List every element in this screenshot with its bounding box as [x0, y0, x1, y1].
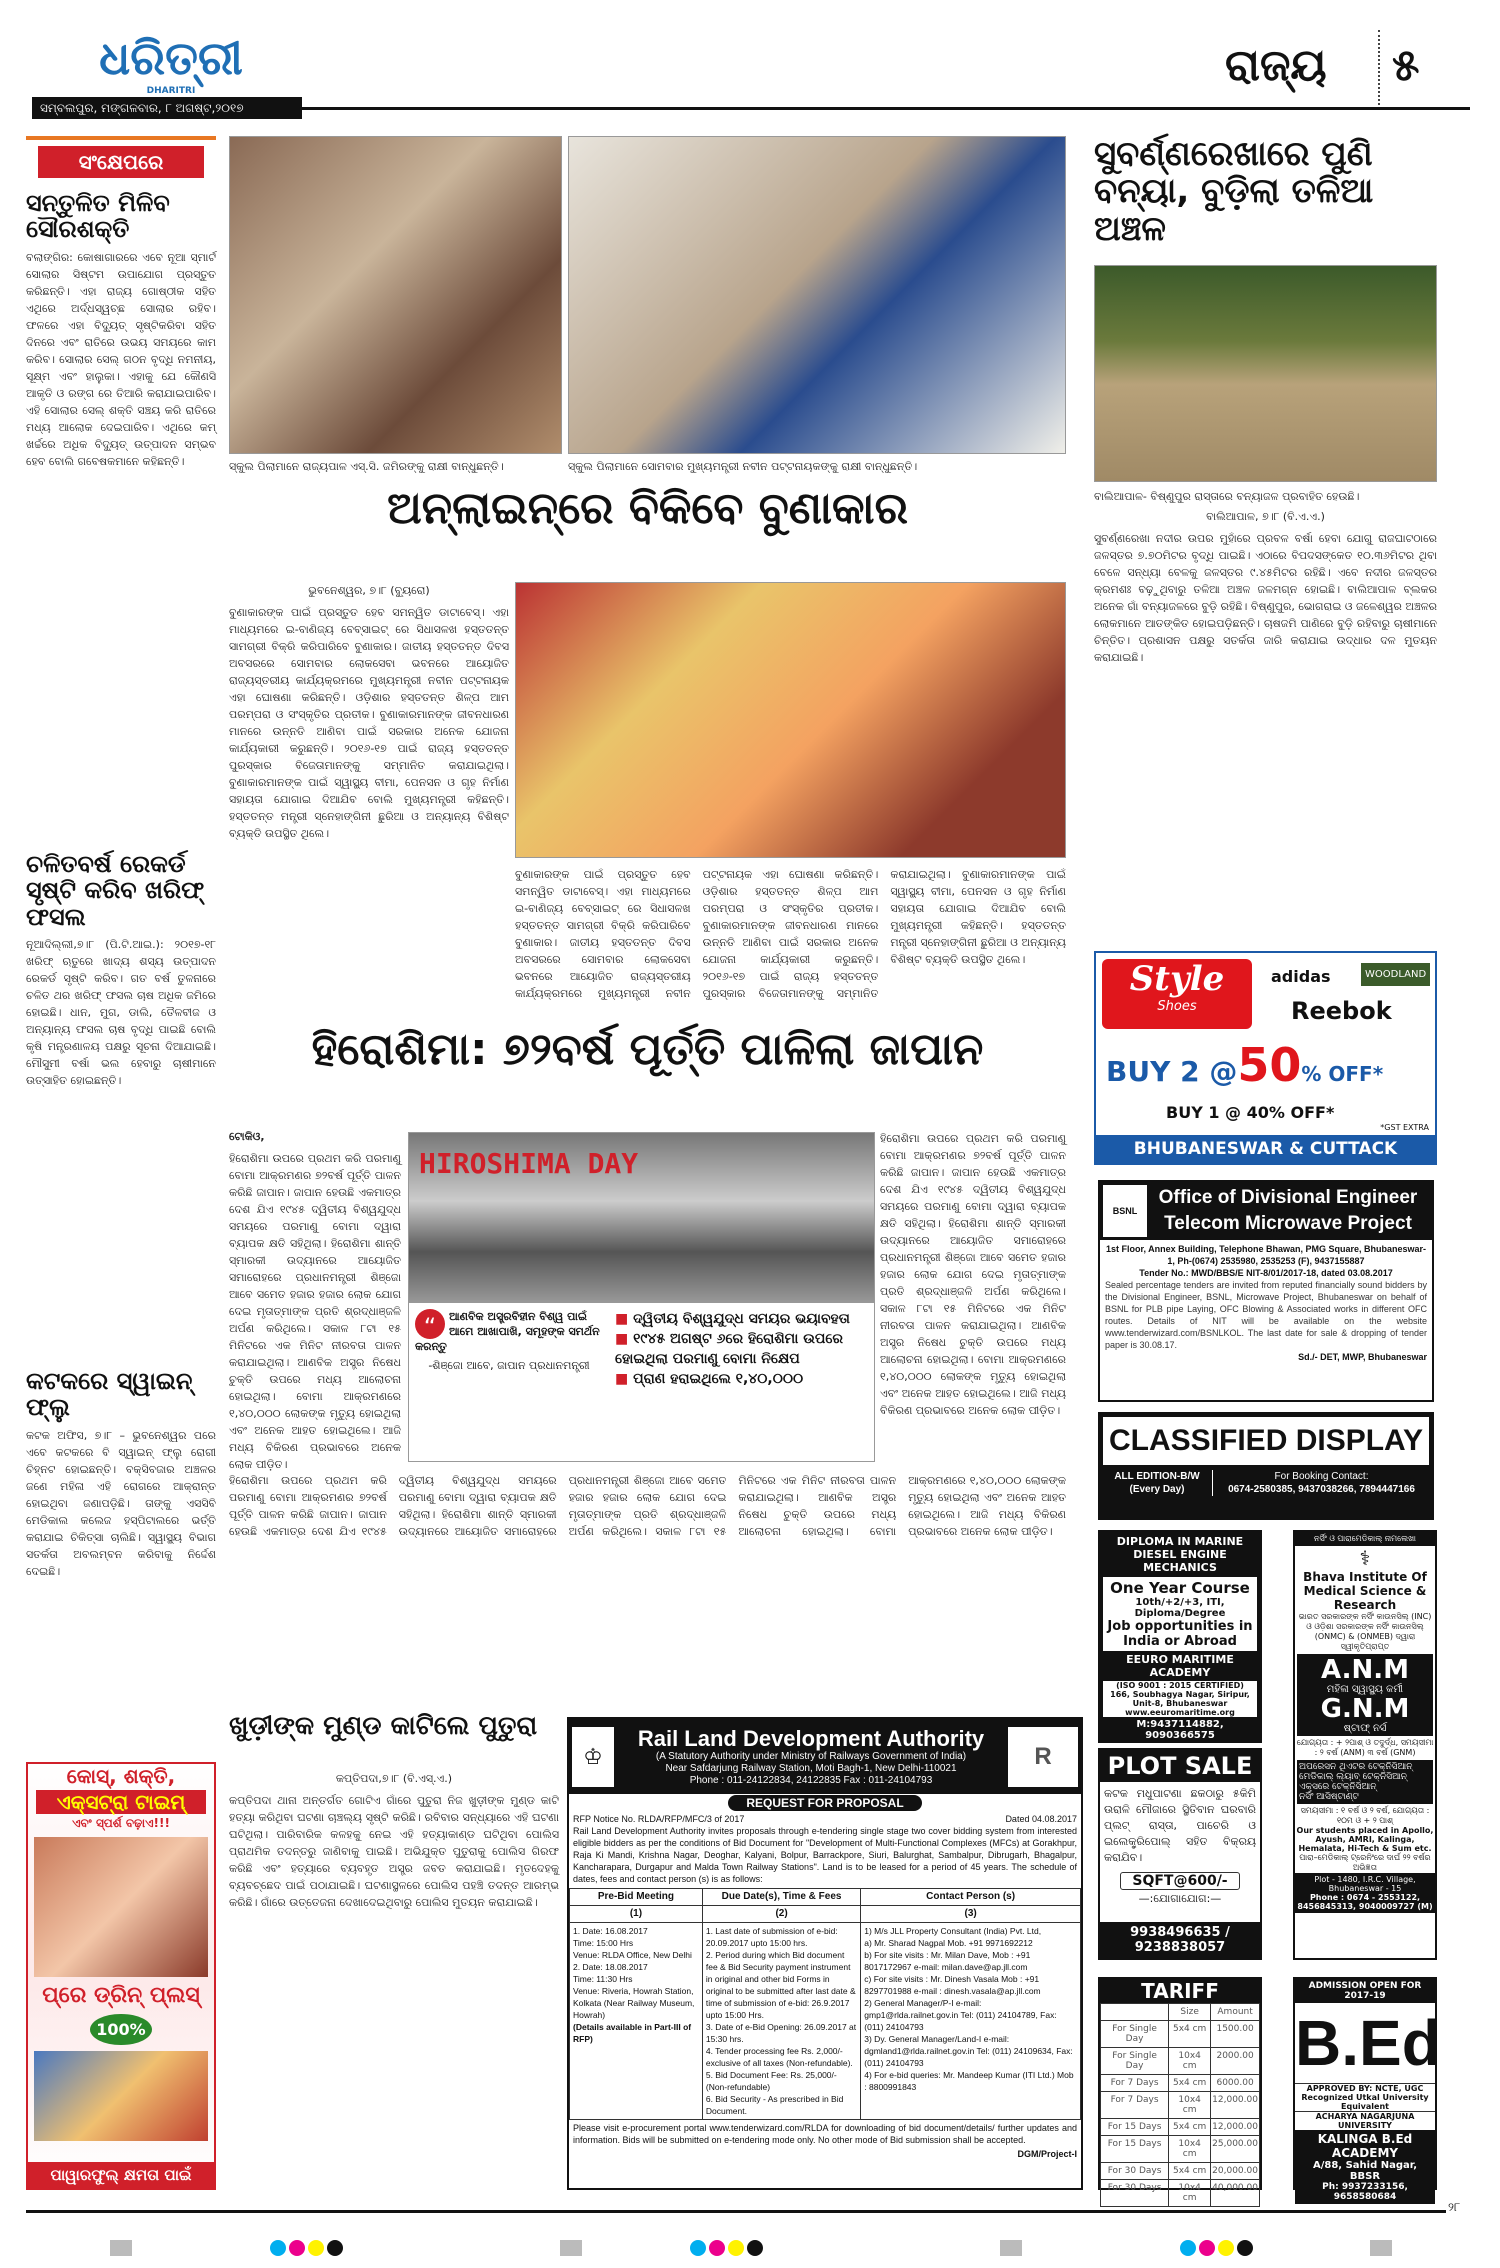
tariff-row	[1101, 2163, 1260, 2180]
photo-cm-rakhi	[568, 136, 1066, 454]
registration-gray	[1000, 2240, 1022, 2256]
rlda-contact-line: 2) General Manager/P-I e-mail: gmp1@rlda.railnet.gov.in Tel: (011) 24104789, Fax: (011) 24104793	[864, 1998, 1057, 2032]
brief-column	[26, 136, 216, 1756]
bullet-item: ■ ଦ୍ୱିତୀୟ ବିଶ୍ୱଯୁଦ୍ଧ ସମୟର ଭୟାବହତା	[615, 1311, 850, 1327]
bullet-text: ଦ୍ୱିତୀୟ ବିଶ୍ୱଯୁଦ୍ଧ ସମୟର ଭୟାବହତା	[633, 1311, 850, 1327]
bullet-text: ପ୍ରାଣ ହରାଇଥିଲେ ୧,୪୦,୦୦୦	[633, 1371, 804, 1387]
crime-body: କପ୍ତିପଦା ଥାନା ଅନ୍ତର୍ଗତ ଗୋଟିଏ ଗାଁରେ ପୁତୁରା ନିଜ ଖୁଡ଼ୀଙ୍କ ମୁଣ୍ଡ କାଟି ହତ୍ୟା କରିଥିବା ଘଟଣା ଚାଞ୍ଚଲ୍ୟ ସୃଷ୍ଟି କରିଛି। ରବିବାର ସନ୍ଧ୍ୟାରେ ଏହି ଘଟଣା ଘଟିଥିଲା। ପାରିବାରିକ କଳହକୁ ନେଇ ଏହି ହତ୍ୟାକାଣ୍ଡ ଘଟିଥିବା ପୋଲିସ ପ୍ରାଥମିକ ତଦନ୍ତରୁ ଜାଣିବାକୁ ପାଇଛି। ଅଭିଯୁକ୍ତ ପୁତୁରାକୁ ପୋଲିସ ଗିରଫ କରିଛି ଏବଂ ହତ୍ୟାରେ ବ୍ୟବହୃତ ଅସ୍ତ୍ର ଜବତ କରାଯାଇଛି। ମୃତଦେହକୁ ବ୍ୟବଚ୍ଛେଦ ପାଇଁ ପଠାଯାଇଛି। ଘଟଣାସ୍ଥଳରେ ପୋଲିସ ପହଞ୍ଚି ତଦନ୍ତ ଆରମ୍ଭ କରିଛି। ଗାଁରେ ଉତ୍ତେଜନା ଦେଖାଦେଇଥିବାରୁ ପୋଲିସ ମୁତୟନ କରାଯାଇଛି।	[229, 1794, 559, 1909]
rlda-col-num: (2)	[702, 1906, 860, 1923]
flood-byline: ବାଲିଆପାଳ, ୭।୮ (ବି.ଏ.ଏ.)	[1206, 510, 1325, 523]
brief-headline: କଟକରେ ସ୍ୱାଇନ୍ ଫ୍ଲୁ	[26, 1366, 193, 1422]
tariff-cell: 5x4 cm	[1169, 2163, 1211, 2180]
rlda-contact-line: 1) M/s JLL Property Consultant (India) Pvt. Ltd,	[864, 1926, 1042, 1936]
logo-english: DHARITRI	[146, 86, 196, 96]
bsnl-sign: Sd./- DET, MWP, Bhubaneswar	[1298, 1352, 1427, 1362]
rlda-due-line: 5. Bid Document Fee: Rs. 25,000/- (Non-refundable)	[705, 2070, 837, 2092]
rlda-col-num: (3)	[861, 1906, 1081, 1923]
bhava-emblem-icon: ⚕	[1359, 1546, 1371, 1570]
rlda-logo-icon: R	[1008, 1727, 1078, 1787]
tariff-cell: 12,000.00	[1211, 2092, 1260, 2119]
plot-contact-label: —:ଯୋଗାଯୋଗ:—	[1138, 1892, 1222, 1905]
bed-university: ACHARYA NAGARJUNA UNIVERSITY	[1295, 2111, 1435, 2130]
bsnl-header	[1100, 1182, 1432, 1240]
bhava-name: Bhava Institute Of Medical Science & Research	[1303, 1570, 1427, 1612]
classified-phones: 0674-2580385, 9437038266, 7894447166	[1228, 1484, 1415, 1495]
bhava-approval: ଭାରତ ସରକାରଙ୍କ ନର୍ସିଂ କାଉନସିଲ୍ (INC) ଓ ଓଡ଼ିଶା ସରକାରଙ୍କ ନର୍ସିଂ କାଉନସିଲ୍ (ONMC) & (ONMEB) ଦ୍ୱାରା ସ୍ୱୀକୃତିପ୍ରାପ୍ତ	[1298, 1612, 1432, 1651]
tariff-cell: 10x4 cm	[1169, 2136, 1211, 2163]
tariff-header: Size	[1169, 2004, 1211, 2021]
power-image	[34, 1837, 208, 1977]
tariff-row	[1101, 2021, 1260, 2048]
quote-icon: “	[415, 1309, 445, 1339]
brief-body: କଟକ ଅଫିସ, ୭।୮ – ଭୁବନେଶ୍ୱର ପରେ ଏବେ କଟକରେ ବି ସ୍ୱାଇନ୍ ଫ୍ଲୁ ରୋଗୀ ଚିହ୍ନଟ ହୋଇଛନ୍ତି। ବକ୍ସିବଜାର ଅଞ୍ଚଳର ଜଣେ ମହିଳା ଏହି ରୋଗରେ ଆକ୍ରାନ୍ତ ହୋଇଥିବା ଜଣାପଡ଼ିଛି। ତାଙ୍କୁ ଏସସିବି ମେଡିକାଲ କଲେଜ ହସ୍ପିଟାଲରେ ଭର୍ତ୍ତି କରାଯାଇ ଚିକିତ୍ସା ଚାଲିଛି। ସ୍ୱାସ୍ଥ୍ୟ ବିଭାଗ ସତର୍କତା ଅବଲମ୍ବନ କରିବାକୁ ନିର୍ଦ୍ଦେଶ ଦେଇଛି।	[26, 1428, 216, 1578]
quote-author: -ଶିଞ୍ଜୋ ଆବେ, ଜାପାନ ପ୍ରଧାନମନ୍ତ୍ରୀ	[428, 1359, 590, 1372]
tariff-cell: 40,000.00	[1211, 2180, 1260, 2207]
rlda-notice-no: RFP Notice No. RLDA/RFP/MFC/3 of 2017	[573, 1814, 745, 1824]
bhava-address: Plot - 1480, I.R.C. Village, Bhubaneswar - 15	[1314, 1875, 1416, 1893]
registration-dots	[1180, 2240, 1256, 2260]
bhava-gnm: G.N.M	[1320, 1694, 1410, 1724]
rlda-prebid-line: 1. Date: 16.08.2017	[573, 1926, 648, 1936]
rlda-dated: Dated 04.08.2017	[1005, 1814, 1077, 1824]
style-shoes-ad	[1094, 951, 1437, 1165]
rlda-col-header: Pre-Bid Meeting	[570, 1889, 703, 1906]
bullet-item: ■ ପ୍ରାଣ ହରାଇଥିଲେ ୧,୪୦,୦୦୦	[615, 1371, 804, 1387]
rlda-contact-line: a) Mr. Sharad Nagpal Mob. +91 9971692212	[864, 1938, 1033, 1948]
bhava-placed: Our students placed in Apollo, Ayush, AMRI, Kalinga, Hemalata, Hi-Tech & Sum etc.	[1296, 1826, 1434, 1853]
brief-topline	[26, 136, 216, 140]
hiroshima-byline: ଟୋକିଓ,	[229, 1130, 265, 1143]
rlda-due-line: 1. Last date of submission of e-bid: 20.09.2017 upto 15:00 hrs.	[705, 1926, 838, 1948]
offer-secondary: BUY 1 @ 40% OFF*	[1166, 1103, 1335, 1122]
tariff-row	[1101, 2075, 1260, 2092]
tariff-header-row	[1101, 2004, 1260, 2021]
rlda-title: Rail Land Development Authority	[637, 1725, 985, 1751]
masthead-rule	[300, 107, 1470, 110]
bed-top: ADMISSION OPEN FOR 2017-19	[1295, 1979, 1435, 2003]
photo-caption: ସ୍କୁଲ ପିଲାମାନେ ସୋମବାର ମୁଖ୍ୟମନ୍ତ୍ରୀ ନବୀନ ପଟ୍ଟନାୟକଙ୍କୁ ରାକ୍ଷୀ ବାନ୍ଧୁଛନ୍ତି।	[568, 460, 918, 473]
photo-caption: ସ୍କୁଲ ପିଲାମାନେ ରାଜ୍ୟପାଳ ଏସ୍.ସି. ଜମିରଙ୍କୁ ରାକ୍ଷୀ ବାନ୍ଧୁଛନ୍ତି।	[229, 460, 504, 473]
bhava-top: ନର୍ସିଂ ଓ ପାରାମେଡିକାଲ୍ ନାମଲେଖା	[1295, 1532, 1435, 1546]
rlda-due-line: 4. Tender processing fee Rs. 2,000/- exclusive of all taxes (Non-refundable).	[705, 2046, 853, 2068]
tariff-cell: 5x4 cm	[1169, 2075, 1211, 2092]
bullet-text: ୧୯୪୫ ଅଗଷ୍ଟ ୬ରେ ହିରୋଶିମା ଉପରେ ହୋଇଥିଲା ପରମାଣୁ ବୋମା ନିକ୍ଷେପ	[615, 1331, 843, 1367]
rlda-prebid-line: 2. Date: 18.08.2017	[573, 1962, 648, 1972]
bhava-gnm-sub: ଷ୍ଟାଫ୍ ନର୍ସ	[1343, 1723, 1387, 1734]
rlda-due-line: 6. Bid Security - As prescribed in Bid Document.	[705, 2094, 844, 2116]
photo-handloom-award	[515, 582, 1066, 858]
brief-label: ସଂକ୍ଷେପରେ	[38, 146, 204, 178]
marine-website: www.eeuromaritime.org	[1125, 1708, 1235, 1717]
brand-woodland: WOODLAND	[1361, 963, 1430, 986]
footer-rule	[26, 2210, 1446, 2213]
bsnl-tender-no: Tender No.: MWD/BBS/E NIT-8/01/2017-18, dated 03.08.2017	[1139, 1268, 1393, 1278]
tariff-cell: For 30 Days	[1101, 2163, 1169, 2180]
rlda-address: Near Safdarjung Railway Station, Moti Bagh-1, New Delhi-110021	[665, 1762, 957, 1774]
bed-address: A/88, Sahid Nagar, BBSR	[1312, 2160, 1417, 2182]
bsnl-tender-ad	[1098, 1180, 1434, 1402]
gst-note: *GST EXTRA	[1380, 1123, 1429, 1132]
classified-frequency: (Every Day)	[1129, 1484, 1185, 1495]
registration-dots	[270, 2240, 346, 2260]
classified-title: CLASSIFIED DISPLAY	[1103, 1417, 1429, 1465]
power-line3: ଏବଂ ସ୍ପର୍ଶ ବଢ଼ାଏ!!!	[72, 1816, 170, 1830]
rlda-prebid-line: Time: 11:30 Hrs	[573, 1974, 633, 1984]
hiroshima-body-lower: ହିରୋଶିମା ଉପରେ ପ୍ରଥମ କରି ପରମାଣୁ ବୋମା ଆକ୍ରମଣର ୭୨ବର୍ଷ ପୂର୍ତ୍ତି ପାଳନ କରିଛି ଜାପାନ। ଜାପାନ ହେଉଛି ଏକମାତ୍ର ଦେଶ ଯିଏ ୧୯୪୫ ଦ୍ୱିତୀୟ ବିଶ୍ୱଯୁଦ୍ଧ ସମୟରେ ପରମାଣୁ ବୋମା ଦ୍ୱାରା ବ୍ୟାପକ କ୍ଷତି ସହିଥିଲା। ହିରୋଶିମା ଶାନ୍ତି ସ୍ମାରକୀ ଉଦ୍ୟାନରେ ଆୟୋଜିତ ସମାରୋହରେ ପ୍ରଧାନମନ୍ତ୍ରୀ ଶିଞ୍ଜୋ ଆବେ ସମେତ ହଜାର ହଜାର ଲୋକ ଯୋଗ ଦେଇ ମୃତାତ୍ମାଙ୍କ ପ୍ରତି ଶ୍ରଦ୍ଧାଞ୍ଜଳି ଅର୍ପଣ କରିଥିଲେ। ସକାଳ ୮ଟା ୧୫ ମିନିଟରେ ଏକ ମିନିଟ ନୀରବତା ପାଳନ କରାଯାଇଥିଲା। ଆଣବିକ ଅସ୍ତ୍ର ନିଷେଧ ଚୁକ୍ତି ଉପରେ ମଧ୍ୟ ଆଲୋଚନା ହୋଇଥିଲା। ବୋମା ଆକ୍ରମଣରେ ୧,୪୦,୦୦୦ ଲୋକଙ୍କ ମୃତ୍ୟୁ ହୋଇଥିଲା ଏବଂ ଅନେକ ଆହତ ହୋଇଥିଲେ। ଆଜି ମଧ୍ୟ ବିକିରଣ ପ୍ରଭାବରେ ଅନେକ ଲୋକ ପୀଡ଼ିତ।	[229, 1474, 1066, 1538]
rlda-schedule-table	[569, 1888, 1081, 2120]
bhava-course: ନର୍ସିଂ ଆସିଷ୍ଟାଣ୍ଟ	[1299, 1792, 1359, 1802]
brief-item	[26, 1368, 216, 1727]
marine-iso: (ISO 9001 : 2015 CERTIFIED)	[1116, 1681, 1244, 1690]
tariff-cell: 5x4 cm	[1169, 2021, 1211, 2048]
tariff-cell: 25,000.00	[1211, 2136, 1260, 2163]
bhava-duration: ସମୟସୀମା : ୧ ବର୍ଷ ଓ ୨ ବର୍ଷ, ଯୋଗ୍ୟତା : ୧୦ମ ଓ + ୨ ପାଶ୍	[1300, 1806, 1430, 1825]
quote-box	[409, 1303, 609, 1395]
lead-body: ବୁଣାକାରଙ୍କ ପାଇଁ ପ୍ରସ୍ତୁତ ହେବ ସମନ୍ୱିତ ଡାଟାବେସ୍। ଏହା ମାଧ୍ୟମରେ ଇ-ବାଣିଜ୍ୟ ବେବ୍‌ସାଇଟ୍ ରେ ସିଧାସଳଖ ହସ୍ତତନ୍ତ ସାମଗ୍ରୀ ବିକ୍ରି କରିପାରିବେ ବୁଣାକାର। ଜାତୀୟ ହସ୍ତତନ୍ତ ଦିବସ ଅବସରରେ ସୋମବାର ଲୋକସେବା ଭବନରେ ଆୟୋଜିତ ରାଜ୍ୟସ୍ତରୀୟ କାର୍ଯ୍ୟକ୍ରମରେ ମୁଖ୍ୟମନ୍ତ୍ରୀ ନବୀନ ପଟ୍ଟନାୟକ ଏହା ଘୋଷଣା କରିଛନ୍ତି। ଓଡ଼ିଶାର ହସ୍ତତନ୍ତ ଶିଳ୍ପ ଆମ ପରମ୍ପରା ଓ ସଂସ୍କୃତିର ପ୍ରତୀକ। ବୁଣାକାରମାନଙ୍କ ଜୀବନଧାରଣ ମାନରେ ଉନ୍ନତି ଆଣିବା ପାଇଁ ସରକାର ଅନେକ ଯୋଜନା କାର୍ଯ୍ୟକାରୀ କରୁଛନ୍ତି। ୨୦୧୬-୧୭ ପାଇଁ ରାଜ୍ୟ ହସ୍ତତନ୍ତ ପୁରସ୍କାର ବିଜେତାମାନଙ୍କୁ ସମ୍ମାନିତ କରାଯାଇଥିଲା। ବୁଣାକାରମାନଙ୍କ ପାଇଁ ସ୍ୱାସ୍ଥ୍ୟ ବୀମା, ପେନସନ ଓ ଗୃହ ନିର୍ମାଣ ସହାୟତା ଯୋଗାଇ ଦିଆଯିବ ବୋଲି ମୁଖ୍ୟମନ୍ତ୍ରୀ କହିଛନ୍ତି। ହସ୍ତତନ୍ତ ମନ୍ତ୍ରୀ ସ୍ନେହାଙ୍ଗିନୀ ଛୁରିଆ ଓ ଅନ୍ୟାନ୍ୟ ବିଶିଷ୍ଟ ବ୍ୟକ୍ତି ଉପସ୍ଥିତ ଥିଲେ।	[229, 606, 509, 840]
bsnl-title	[1147, 1185, 1429, 1237]
rlda-contact-line: b) For site visits : Mr. Milan Dave, Mob : +91 8017172967 e-mail: milan.dave@ap.jll.com	[864, 1950, 1031, 1972]
quote-text: ଆଣବିକ ଅସ୍ତ୍ରବିହୀନ ବିଶ୍ୱ ପାଇଁ ଆମେ ଆଖାପାଖି, ସମୂହଙ୍କ ସମର୍ଥନ କରନ୍ତୁ	[415, 1310, 600, 1353]
rlda-prebid-line: Venue: RLDA Office, New Delhi	[573, 1950, 692, 1960]
style-brand: Style	[1129, 959, 1225, 999]
bsnl-title-1: Office of Divisional Engineer	[1158, 1187, 1418, 1208]
power-footer: ପାୱାରଫୁଲ୍ କ୍ଷମତା ପାଇଁ	[28, 2162, 214, 2188]
rlda-subtitle: (A Statutory Authority under Ministry of Railways Government of India)	[655, 1750, 967, 1762]
power-line1: କୋସ୍, ଶକ୍ତି,	[66, 1764, 176, 1788]
marine-jobs: Job opportunities in India or Abroad	[1107, 1619, 1253, 1649]
tariff-table	[1098, 1977, 1262, 2203]
classified-edition: ALL EDITION-B/W	[1114, 1471, 1200, 1482]
rlda-col-header: Due Date(s), Time & Fees	[702, 1889, 860, 1906]
photo-flood	[1094, 265, 1437, 482]
rlda-header-row	[570, 1889, 1081, 1906]
tariff-header	[1101, 2004, 1169, 2021]
tariff-header: Amount	[1211, 2004, 1260, 2021]
rlda-due-line: 2. Period during which Bid document fee & Bid Security payment instrument in original and other bid Forms in original to be submitted after last date & time of submission of e-bid: 26.9.2017 upto 15:00 Hrs.	[705, 1950, 856, 2020]
offer-suffix: % OFF*	[1301, 1062, 1384, 1086]
tariff-cell: 12,000.00	[1211, 2119, 1260, 2136]
bed-admission-ad	[1293, 1977, 1441, 2202]
flood-body: ସୁବର୍ଣ୍ଣରେଖା ନଦୀର ଉପର ମୁହାଁରେ ପ୍ରବଳ ବର୍ଷା ହେବା ଯୋଗୁ ରାଜଘାଟଠାରେ ଜଳସ୍ତର ୭.୭୦ମିଟର ବୃଦ୍ଧି ପାଇଛି। ଏଠାରେ ବିପଦସଙ୍କେତ ୧୦.୩୬ମିଟର ଥିବା ବେଳେ ସନ୍ଧ୍ୟା ବେଳକୁ ଜଳସ୍ତର ୯.୪୫ମିଟର ରହିଛି। ଏବେ ନଦୀର ଜଳସ୍ତର କ୍ରମଶଃ ବଢ଼ୁଥିବାରୁ ତଳିଆ ଅଞ୍ଚଳ ଜଳମଗ୍ନ ହୋଇଛି। ବାଲିଆପାଳ ବ୍ଲକର ଅନେକ ଗାଁ ବନ୍ୟାଜଳରେ ବୁଡ଼ି ରହିଛି। ବିଷ୍ଣୁପୁର, ଭୋଗରାଇ ଓ ଜଳେଶ୍ୱର ଅଞ୍ଚଳର ଲୋକମାନେ ଆତଙ୍କିତ ହୋଇପଡ଼ିଛନ୍ତି। ଚାଷଜମି ପାଣିରେ ବୁଡ଼ି ରହିବାରୁ ଚାଷୀମାନେ ଚିନ୍ତିତ। ପ୍ରଶାସନ ପକ୍ଷରୁ ସତର୍କତା ଜାରି କରାଯାଇ ଉଦ୍ଧାର ଦଳ ମୁତୟନ କରାଯାଇଛି।	[1094, 532, 1437, 664]
logo-odia: ଧରିତ୍ରୀ	[99, 31, 243, 85]
style-sub: Shoes	[1157, 999, 1197, 1014]
power-image-2	[34, 2051, 208, 2141]
tariff-grid	[1100, 2003, 1260, 2207]
tariff-cell: For 7 Days	[1101, 2092, 1169, 2119]
hiroshima-bullets	[609, 1303, 874, 1395]
bed-academy-name: KALINGA B.Ed ACADEMY	[1317, 2132, 1413, 2160]
tariff-cell: For Single Day	[1101, 2048, 1169, 2075]
registration-gray	[110, 2240, 132, 2256]
hiroshima-graphic	[408, 1132, 875, 1462]
page-number: ୫	[1392, 40, 1420, 91]
plot-price: SQFT@600/-	[1120, 1872, 1240, 1890]
tariff-cell: For 7 Days	[1101, 2075, 1169, 2092]
power-supplement-ad	[26, 1762, 216, 2190]
flood-caption: ବାଲିଆପାଳ- ବିଷ୍ଣୁପୁର ରାସ୍ତାରେ ବନ୍ୟାଜଳ ପ୍ରବାହିତ ହେଉଛି।	[1094, 490, 1360, 503]
tariff-cell: 1500.00	[1211, 2021, 1260, 2048]
ad-cities: BHUBANESWAR & CUTTACK	[1096, 1135, 1435, 1163]
registration-gray	[560, 2240, 582, 2256]
brief-headline: ସନ୍ତୁଳିତ ମିଳିବ ସୌରଶକ୍ତି	[26, 189, 170, 244]
marine-phone: M:9437114882, 9090366575	[1136, 1719, 1224, 1741]
section-title: ରାଜ୍ୟ	[1225, 40, 1327, 91]
brief-body: ବଲାଙ୍ଗିର: କୋଷାଗାରରେ ଏବେ ନୂଆ ସ୍ମାର୍ଟ ସୋଲାର ସିଷ୍ଟମ ଉପାଯୋଗ ପ୍ରସ୍ତୁତ କରିଛନ୍ତି। ଏହା ରାଜ୍ୟ ଗୋଷ୍ଠୀକ ସହିତ ଏଥିରେ ଅର୍ଦ୍ଧସ୍ୱଚ୍ଛ ସୋଲାର ରହିବ। ଫଳରେ ଏହା ବିଦ୍ୟୁତ୍ ସୃଷ୍ଟିକରିବା ସହିତ ଦିନରେ ଏବଂ ରାତିରେ ଉଭୟ ସମୟରେ କାମ କରିବ। ସୋଲାର ସେଲ୍ ଗଠନ ବୃଦ୍ଧି ନମନୀୟ, ସୂକ୍ଷ୍ମ ଏବଂ ହାଲୁକା। ଏହାକୁ ଯେ କୌଣସି ଆକୃତି ଓ ରଙ୍ଗ ରେ ତିଆରି କରାଯାଇପାରିବ। ଏହି ସୋଲାର ସେଲ୍ ଶକ୍ତି ସଞ୍ଚୟ କରି ରାତିରେ ମଧ୍ୟ ଆଲୋକ ଦେଇପାରିବ। ଏଥିରେ କମ୍ ଖର୍ଚ୍ଚରେ ଅଧିକ ବିଦ୍ୟୁତ୍ ଉତ୍ପାଦନ ସମ୍ଭବ ହେବ ବୋଲି ଗବେଷକମାନେ କହିଛନ୍ତି।	[26, 250, 216, 468]
rlda-sign: DGM/Project-I	[1017, 2149, 1077, 2159]
tariff-cell: 10x4 cm	[1169, 2048, 1211, 2075]
plot-title: PLOT SALE	[1100, 1750, 1260, 1782]
rlda-phone: Phone : 011-24122834, 24122835 Fax : 011-24104793	[689, 1774, 933, 1786]
hiroshima-image-title: HIROSHIMA DAY	[419, 1147, 639, 1180]
bed-approved: APPROVED BY: NCTE, UGC Recognized Utkal University Equivalent	[1295, 2083, 1435, 2111]
rlda-num-row	[570, 1906, 1081, 1923]
tariff-cell: 20,000.00	[1211, 2163, 1260, 2180]
registration-marks	[0, 2240, 1500, 2260]
style-logo	[1102, 959, 1252, 1029]
rlda-contact-line: 3) Dy. General Manager/Land-I e-mail: dgmland1@rlda.railnet.gov.in Tel: (011) 24109634, Fax: (011) 24104793	[864, 2034, 1073, 2068]
offer-percent: 50	[1237, 1038, 1302, 1092]
bhava-anm: A.N.M	[1321, 1655, 1409, 1685]
marine-academy: EEURO MARITIME ACADEMY	[1126, 1653, 1234, 1679]
hiroshima-body: ହିରୋଶିମା ଉପରେ ପ୍ରଥମ କରି ପରମାଣୁ ବୋମା ଆକ୍ରମଣର ୭୨ବର୍ଷ ପୂର୍ତ୍ତି ପାଳନ କରିଛି ଜାପାନ। ଜାପାନ ହେଉଛି ଏକମାତ୍ର ଦେଶ ଯିଏ ୧୯୪୫ ଦ୍ୱିତୀୟ ବିଶ୍ୱଯୁଦ୍ଧ ସମୟରେ ପରମାଣୁ ବୋମା ଦ୍ୱାରା ବ୍ୟାପକ କ୍ଷତି ସହିଥିଲା। ହିରୋଶିମା ଶାନ୍ତି ସ୍ମାରକୀ ଉଦ୍ୟାନରେ ଆୟୋଜିତ ସମାରୋହରେ ପ୍ରଧାନମନ୍ତ୍ରୀ ଶିଞ୍ଜୋ ଆବେ ସମେତ ହଜାର ହଜାର ଲୋକ ଯୋଗ ଦେଇ ମୃତାତ୍ମାଙ୍କ ପ୍ରତି ଶ୍ରଦ୍ଧାଞ୍ଜଳି ଅର୍ପଣ କରିଥିଲେ। ସକାଳ ୮ଟା ୧୫ ମିନିଟରେ ଏକ ମିନିଟ ନୀରବତା ପାଳନ କରାଯାଇଥିଲା। ଆଣବିକ ଅସ୍ତ୍ର ନିଷେଧ ଚୁକ୍ତି ଉପରେ ମଧ୍ୟ ଆଲୋଚନା ହୋଇଥିଲା। ବୋମା ଆକ୍ରମଣରେ ୧,୪୦,୦୦୦ ଲୋକଙ୍କ ମୃତ୍ୟୁ ହୋଇଥିଲା ଏବଂ ଅନେକ ଆହତ ହୋଇଥିଲେ। ଆଜି ମଧ୍ୟ ବିକିରଣ ପ୍ରଭାବରେ ଅନେକ ଲୋକ ପୀଡ଼ିତ।	[229, 1152, 401, 1471]
rlda-rfp-ad	[567, 1717, 1083, 2190]
rlda-col-header: Contact Person (s)	[861, 1889, 1081, 1906]
bhava-eligibility: ଯୋଗ୍ୟତା : + ୨ପାଶ୍ ଓ ତଦୁର୍ଦ୍ଧ, ସମୟସୀମା : ୨ ବର୍ଷ (ANM) ୩ ବର୍ଷ (GNM)	[1296, 1738, 1434, 1757]
tariff-cell: 10x4 cm	[1169, 2180, 1211, 2207]
bhava-anm-sub: ମହିଳା ସ୍ୱାସ୍ଥ୍ୟ କର୍ମୀ	[1326, 1684, 1404, 1695]
power-line2: ଏକ୍ସଟ୍ରା ଟାଇମ୍	[36, 1790, 206, 1814]
bullet-item: ■ ୧୯୪୫ ଅଗଷ୍ଟ ୬ରେ ହିରୋଶିମା ଉପରେ ହୋଇଥିଲା ପରମାଣୁ ବୋମା ନିକ୍ଷେପ	[615, 1331, 843, 1367]
tariff-row	[1101, 2136, 1260, 2163]
footer-page-marker: ୨୮	[1448, 2200, 1461, 2214]
tariff-cell: 2000.00	[1211, 2048, 1260, 2075]
tariff-row	[1101, 2119, 1260, 2136]
brief-item	[26, 851, 216, 1356]
bsnl-logo: BSNL	[1103, 1185, 1147, 1237]
classified-display-header	[1098, 1412, 1434, 1520]
bhava-since: ପାରା–ମେଡିକାଲ୍ ଟ୍ରେନିଂରେ ଦାର୍ଘ ୨୨ ବର୍ଷର ଅଭିଜ୍ଞତା	[1299, 1853, 1431, 1872]
brief-headline: ଚଳିତବର୍ଷ ରେକର୍ଡ ସୃଷ୍ଟି କରିବ ଖରିଫ୍ ଫସଲ	[26, 849, 205, 931]
rlda-prebid-line: Time: 15:00 Hrs	[573, 1938, 634, 1948]
bhava-course: ମେଡିକାଲ୍ ଲ୍ୟାବ୍ ଟେକ୍ନିସିଆନ୍	[1299, 1772, 1407, 1782]
power-brand: ପ୍ରେ ଡ୍ରିନ୍ ପ୍ଲସ୍	[42, 1983, 200, 2008]
registration-gray	[1370, 2240, 1392, 2256]
bhava-course: ଅପରେସନ ଥିଏଟର ଟେକ୍ନିସିଆନ୍	[1299, 1762, 1413, 1772]
marine-course: One Year Course	[1110, 1579, 1250, 1597]
rlda-body-row	[570, 1923, 1081, 2120]
bsnl-body: Sealed percentage tenders are invited from reputed financially sound bidders by the Divisional Engineer, BSNL, Microwave Project, Bhubaneswar on behalf of BSNL for PLB pipe Laying, OFC Blowing & Associated works in different OFC routes. Details of NIT will be available on the website www.tenderwizard.com/BSNLKOL. The last date for sale & dropping of tender paper is 30.08.17.	[1105, 1280, 1427, 1350]
lead-headline: ଅନ୍‌ଲାଇନ୍‌ରେ ବିକିବେ ବୁଣାକାର	[387, 483, 908, 534]
tariff-cell: For 15 Days	[1101, 2119, 1169, 2136]
tariff-cell: For 30 Days	[1101, 2180, 1169, 2207]
rlda-footer: Please visit e-procurement portal www.tenderwizard.com/RLDA for downloading of bid document/details/ further updates and information. Bids will be submitted on e-tendering mode only. No other mode of Bid submission shall be accepted.	[573, 2123, 1077, 2145]
brand-reebok: Reebok	[1291, 997, 1392, 1025]
plot-sale-ad	[1098, 1748, 1262, 1960]
rlda-rfp-label: REQUEST FOR PROPOSAL	[728, 1795, 921, 1811]
rlda-intro: Rail Land Development Authority invites proposals through e-tendering single stage two cover bidding system from interested eligible bidders as per the conditions of Bid Document for "Development of Multi-Functional Complexes (MFCs) at Gorakhpur, Raja Ki Mandi, Krishna Nagar, Deoghar, Kalyani, Bolpur, Barrackpore, Siuri, Balurghat, Sambalpur, Dibrugarh, Bhagalpur, Kancharapara, Durgapur and Malda Town Railway Stations". Land is to be leased for a period of 45 years. The schedule of dates, fees and contact person (s) is as follows:	[573, 1826, 1077, 1884]
marine-eligibility: 10th/+2/+3, ITI, Diploma/Degree	[1134, 1597, 1226, 1619]
photo-governor-rakhi	[229, 136, 562, 454]
rlda-col-num: (1)	[570, 1906, 703, 1923]
marine-title: DIPLOMA IN MARINE DIESEL ENGINE MECHANICS	[1116, 1535, 1244, 1574]
india-emblem-icon: ♔	[572, 1727, 614, 1787]
bhava-course: ଏକ୍ସରେ ଟେକ୍ନିସିଆନ୍	[1299, 1782, 1377, 1792]
tariff-cell: 5x4 cm	[1169, 2119, 1211, 2136]
masthead-logo	[86, 30, 256, 96]
power-percent-badge: 100%	[90, 2014, 151, 2045]
bhava-institute-ad	[1293, 1530, 1437, 1960]
tariff-title: TARIFF	[1100, 1979, 1260, 2003]
dateline: ସମ୍ବଲପୁର, ମଙ୍ଗଳବାର, ୮ ଅଗଷ୍ଟ,୨୦୧୭	[32, 97, 302, 119]
lead-byline: ଭୁବନେଶ୍ୱର, ୭।୮ (ବ୍ୟୁରୋ)	[308, 584, 430, 597]
rlda-header	[569, 1719, 1081, 1794]
crime-byline: କପ୍ତିପଦା,୭।୮ (ବି.ଏସ୍.ଏ.)	[335, 1772, 453, 1785]
marine-address: 166, Soubhagya Nagar, Siripur, Unit-8, Bhubaneswar	[1110, 1690, 1250, 1708]
rlda-contact-line: 4) For e-bid queries: Mr. Mandeep Kumar (ITI Ltd.) Mob : 8800991843	[864, 2070, 1074, 2092]
bsnl-title-2: Telecom Microwave Project	[1164, 1213, 1412, 1234]
rlda-prebid-line: (Details available in Part-III of RFP)	[573, 2022, 692, 2044]
rlda-prebid-line: Venue: Riveria, Howrah Station, Kolkata (Near Railway Museum, Howrah)	[573, 1986, 695, 2020]
marine-diploma-ad	[1098, 1530, 1262, 1743]
bhava-phone: Phone : 0674 - 2553122, 8456845313, 9040009727 (M)	[1297, 1893, 1433, 1911]
offer-text: BUY 2 @	[1106, 1055, 1238, 1088]
hiroshima-image	[409, 1133, 874, 1303]
bed-big: B.Ed	[1295, 2007, 1441, 2079]
brief-body: ନୂଆଦିଲ୍ଲୀ,୭।୮ (ପି.ଟି.ଆଇ.): ୨୦୧୭-୧୮ ଖରିଫ୍ ଋତୁରେ ଖାଦ୍ୟ ଶସ୍ୟ ଉତ୍ପାଦନ ରେକର୍ଡ ସୃଷ୍ଟି କରିବ। ଗତ ବର୍ଷ ତୁଳନାରେ ଚଳିତ ଥର ଖରିଫ୍ ଫସଲ ଚାଷ ଅଧିକ ଜମିରେ ହୋଇଛି। ଧାନ, ମୁଗ, ଡାଲି, ତୈଳବୀଜ ଓ ଅନ୍ୟାନ୍ୟ ଫସଲ ଚାଷ ବୃଦ୍ଧି ପାଇଛି ବୋଲି କୃଷି ମନ୍ତ୍ରଣାଳୟ ପକ୍ଷରୁ ସୂଚନା ଦିଆଯାଇଛି। ମୌସୁମୀ ବର୍ଷା ଭଲ ହେବାରୁ ଚାଷୀମାନେ ଉତ୍ସାହିତ ହୋଇଛନ୍ତି।	[26, 937, 216, 1087]
page-divider	[1378, 30, 1380, 105]
tariff-row	[1101, 2180, 1260, 2207]
tariff-cell: For 15 Days	[1101, 2136, 1169, 2163]
tariff-row	[1101, 2048, 1260, 2075]
tariff-cell: 10x4 cm	[1169, 2092, 1211, 2119]
brief-item	[26, 190, 216, 839]
plot-phone: 9938496635 / 9238838057	[1100, 1922, 1260, 1958]
bsnl-address: 1st Floor, Annex Building, Telephone Bhawan, PMG Square, Bhubaneswar-1, Ph-(0674) 2535980, 2535253 (F), 9437155887	[1105, 1244, 1427, 1266]
hiroshima-headline: ହିରୋଶିମା: ୭୨ବର୍ଷ ପୂର୍ତ୍ତି ପାଳିଲା ଜାପାନ	[311, 1024, 984, 1075]
tariff-cell: For Single Day	[1101, 2021, 1169, 2048]
rlda-contact-line: c) For site visits : Mr. Dinesh Vasala Mob : +91 8297701988 e-mail : dinesh.vasala@ap.jll.com	[864, 1974, 1041, 1996]
registration-dots	[690, 2240, 766, 2260]
rlda-due-line: 3. Date of e-Bid Opening: 26.09.2017 at 15:30 hrs.	[705, 2022, 857, 2044]
flood-headline: ସୁବର୍ଣ୍ଣରେଖାରେ ପୁଣି ବନ୍ୟା, ବୁଡ଼ିଲା ତଳିଆ ଅଞ୍ଚଳ	[1094, 134, 1374, 249]
tariff-cell: 6000.00	[1211, 2075, 1260, 2092]
offer-main	[1106, 1038, 1383, 1092]
crime-headline: ଖୁଡ଼ୀଙ୍କ ମୁଣ୍ଡ କାଟିଲେ ପୁତୁରା	[229, 1711, 538, 1741]
tariff-row	[1101, 2092, 1260, 2119]
bed-phone: Ph: 9937233156, 9658580684	[1322, 2182, 1408, 2202]
lead-body-continued: ବୁଣାକାରଙ୍କ ପାଇଁ ପ୍ରସ୍ତୁତ ହେବ ସମନ୍ୱିତ ଡାଟାବେସ୍। ଏହା ମାଧ୍ୟମରେ ଇ-ବାଣିଜ୍ୟ ବେବ୍‌ସାଇଟ୍ ରେ ସିଧାସଳଖ ହସ୍ତତନ୍ତ ସାମଗ୍ରୀ ବିକ୍ରି କରିପାରିବେ ବୁଣାକାର। ଜାତୀୟ ହସ୍ତତନ୍ତ ଦିବସ ଅବସରରେ ସୋମବାର ଲୋକସେବା ଭବନରେ ଆୟୋଜିତ ରାଜ୍ୟସ୍ତରୀୟ କାର୍ଯ୍ୟକ୍ରମରେ ମୁଖ୍ୟମନ୍ତ୍ରୀ ନବୀନ ପଟ୍ଟନାୟକ ଏହା ଘୋଷଣା କରିଛନ୍ତି। ଓଡ଼ିଶାର ହସ୍ତତନ୍ତ ଶିଳ୍ପ ଆମ ପରମ୍ପରା ଓ ସଂସ୍କୃତିର ପ୍ରତୀକ। ବୁଣାକାରମାନଙ୍କ ଜୀବନଧାରଣ ମାନରେ ଉନ୍ନତି ଆଣିବା ପାଇଁ ସରକାର ଅନେକ ଯୋଜନା କାର୍ଯ୍ୟକାରୀ କରୁଛନ୍ତି। ୨୦୧୬-୧୭ ପାଇଁ ରାଜ୍ୟ ହସ୍ତତନ୍ତ ପୁରସ୍କାର ବିଜେତାମାନଙ୍କୁ ସମ୍ମାନିତ କରାଯାଇଥିଲା। ବୁଣାକାରମାନଙ୍କ ପାଇଁ ସ୍ୱାସ୍ଥ୍ୟ ବୀମା, ପେନସନ ଓ ଗୃହ ନିର୍ମାଣ ସହାୟତା ଯୋଗାଇ ଦିଆଯିବ ବୋଲି ମୁଖ୍ୟମନ୍ତ୍ରୀ କହିଛନ୍ତି। ହସ୍ତତନ୍ତ ମନ୍ତ୍ରୀ ସ୍ନେହାଙ୍ଗିନୀ ଛୁରିଆ ଓ ଅନ୍ୟାନ୍ୟ ବିଶିଷ୍ଟ ବ୍ୟକ୍ତି ଉପସ୍ଥିତ ଥିଲେ।	[515, 868, 1066, 1000]
brand-adidas: adidas	[1271, 967, 1331, 986]
hiroshima-body-right: ହିରୋଶିମା ଉପରେ ପ୍ରଥମ କରି ପରମାଣୁ ବୋମା ଆକ୍ରମଣର ୭୨ବର୍ଷ ପୂର୍ତ୍ତି ପାଳନ କରିଛି ଜାପାନ। ଜାପାନ ହେଉଛି ଏକମାତ୍ର ଦେଶ ଯିଏ ୧୯୪୫ ଦ୍ୱିତୀୟ ବିଶ୍ୱଯୁଦ୍ଧ ସମୟରେ ପରମାଣୁ ବୋମା ଦ୍ୱାରା ବ୍ୟାପକ କ୍ଷତି ସହିଥିଲା। ହିରୋଶିମା ଶାନ୍ତି ସ୍ମାରକୀ ଉଦ୍ୟାନରେ ଆୟୋଜିତ ସମାରୋହରେ ପ୍ରଧାନମନ୍ତ୍ରୀ ଶିଞ୍ଜୋ ଆବେ ସମେତ ହଜାର ହଜାର ଲୋକ ଯୋଗ ଦେଇ ମୃତାତ୍ମାଙ୍କ ପ୍ରତି ଶ୍ରଦ୍ଧାଞ୍ଜଳି ଅର୍ପଣ କରିଥିଲେ। ସକାଳ ୮ଟା ୧୫ ମିନିଟରେ ଏକ ମିନିଟ ନୀରବତା ପାଳନ କରାଯାଇଥିଲା। ଆଣବିକ ଅସ୍ତ୍ର ନିଷେଧ ଚୁକ୍ତି ଉପରେ ମଧ୍ୟ ଆଲୋଚନା ହୋଇଥିଲା। ବୋମା ଆକ୍ରମଣରେ ୧,୪୦,୦୦୦ ଲୋକଙ୍କ ମୃତ୍ୟୁ ହୋଇଥିଲା ଏବଂ ଅନେକ ଆହତ ହୋଇଥିଲେ। ଆଜି ମଧ୍ୟ ବିକିରଣ ପ୍ରଭାବରେ ଅନେକ ଲୋକ ପୀଡ଼ିତ।	[880, 1132, 1066, 1417]
classified-booking: For Booking Contact:	[1274, 1471, 1369, 1482]
plot-body: କଟକ ମଧୁପାଟଣା ଛକଠାରୁ ୫କିମି ଉରାଳି ମୌଜାରେ ସ୍ଥିତିବାନ ଘରବାରି ପ୍ଲଟ୍ ରାସ୍ତା, ପାଚେରି ଓ ଇଲେକ୍ଟ୍ରିପୋଲ୍ ସହିତ ବିକ୍ରୟ କରାଯିବ।	[1104, 1787, 1256, 1864]
